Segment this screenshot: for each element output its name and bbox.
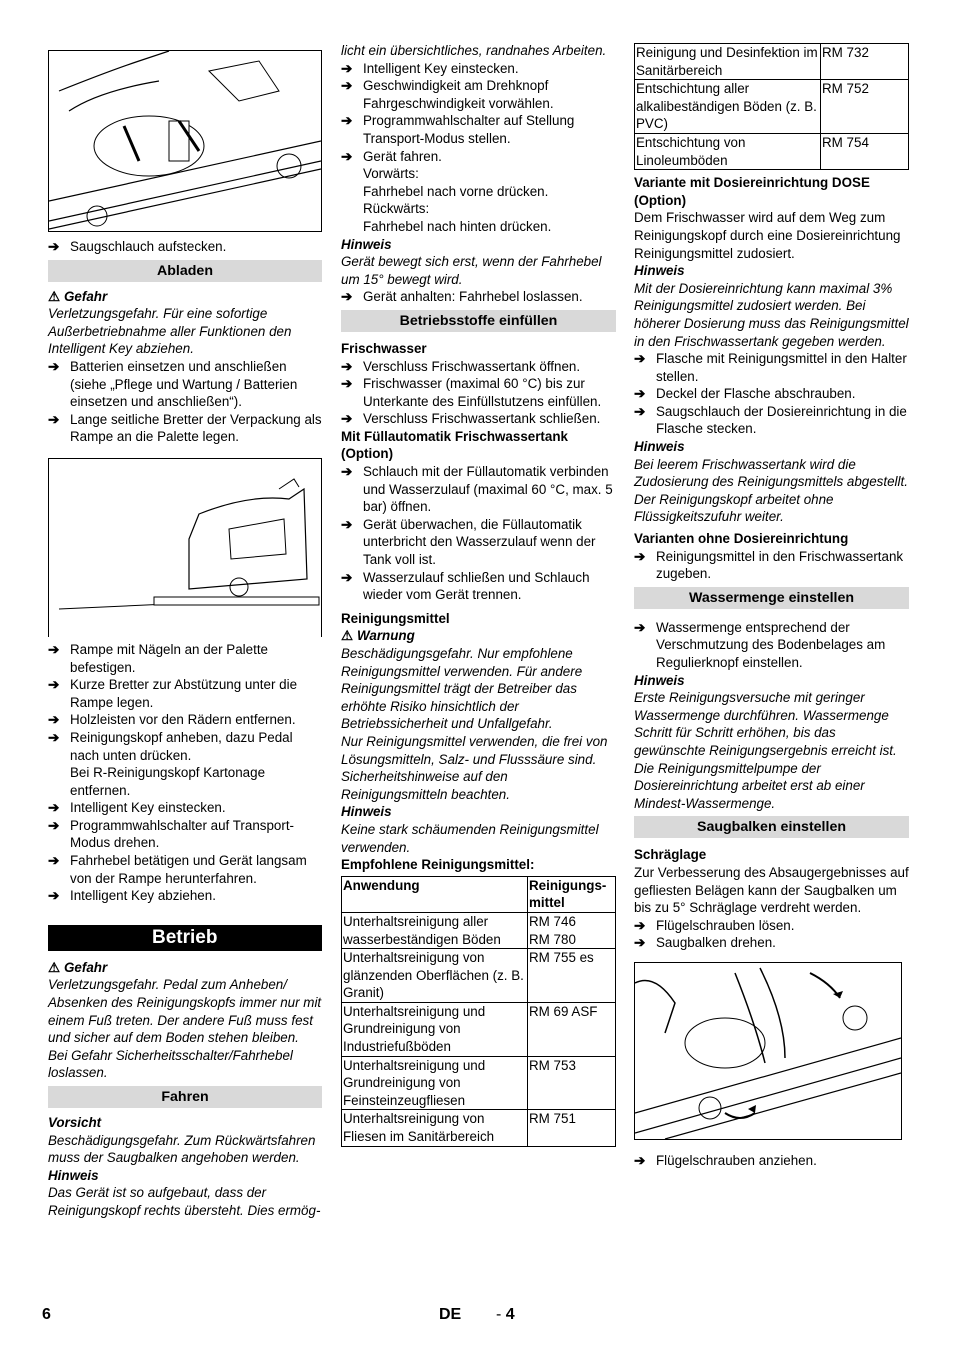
section-wassermenge: Wassermenge einstellen xyxy=(634,587,909,609)
rueckwaerts-label: Rückwärts: xyxy=(363,201,430,217)
list-item: ➔ Intelligent Key abziehen. xyxy=(48,888,216,904)
gefahr-label-1: ⚠ Gefahr xyxy=(48,288,108,304)
warnung-label: ⚠ Warnung xyxy=(341,628,415,644)
arrow-icon: ➔ xyxy=(48,712,60,728)
vorsicht-label: Vorsicht xyxy=(48,1115,102,1130)
list-item: ➔ Geschwindigkeit am Drehknopf Fahrgeschwindigkeit vorwählen. xyxy=(341,78,554,111)
table-cell: Unterhaltsreinigung von glänzenden Oberflächen (z. B. Granit) xyxy=(342,949,528,1003)
hinweis-label: Hinweis xyxy=(48,1167,99,1183)
hinweis-label-1: Hinweis xyxy=(634,263,685,279)
schraeglage-text: Zur Verbesserung des Absaugergebnisses auf gefliesten Belägen kann der Saugbalken um bis zu 5° Schräglage verdreht werden. xyxy=(634,864,909,916)
figure-saugschlauch xyxy=(48,50,322,232)
list-item: ➔ Fahrhebel betätigen und Gerät langsam von der Rampe herunterfahren. xyxy=(48,853,307,886)
figure-saugbalken xyxy=(634,962,902,1140)
arrow-icon: ➔ xyxy=(48,853,60,869)
table-row xyxy=(635,80,909,134)
arrow-icon: ➔ xyxy=(341,78,353,94)
schraeglage-title: Schräglage xyxy=(634,847,707,863)
section-abladen: Abladen xyxy=(48,260,322,282)
table-cell: Unterhaltsreinigung und Grundreinigung von Industriefußböden xyxy=(342,1002,528,1056)
section-saugbalken: Saugbalken einstellen xyxy=(634,816,909,838)
arrow-icon: ➔ xyxy=(48,817,60,833)
fuellautomatik-title: Mit Füllautomatik Frischwassertank (Option) xyxy=(341,428,568,462)
hinweis-text-1: Mit der Dosiereinrichtung kann maximal 3% Reinigungsmittel zudosiert werden. Bei höherer Dosierung muss das Reinigungsmittel in den Frischwassertank gegeben werden. xyxy=(634,280,909,349)
arrow-icon: ➔ xyxy=(634,619,646,635)
list-item: ➔ Gerät überwachen, die Füllautomatik unterbricht den Wasserzulauf wenn der Tank voll ist. xyxy=(341,516,596,568)
list-item: ➔ Saugschlauch der Dosiereinrichtung in die Flasche stecken. xyxy=(634,403,907,437)
section-page-number: - 4 xyxy=(496,1306,515,1323)
rueckwaerts-text: Fahrhebel nach hinten drücken. xyxy=(363,218,552,234)
page-number: 6 xyxy=(42,1306,51,1323)
gefahr-text-2: Verletzungsgefahr. Pedal zum Anheben/ Absenken des Reinigungskopfs immer nur mit einem Fuß treten. Der andere Fuß muss fest und sicher auf dem Boden stehen bleiben. xyxy=(48,977,322,1046)
arrow-icon: ➔ xyxy=(634,386,646,402)
dose-title: Variante mit Dosiereinrichtung DOSE (Option) xyxy=(634,175,870,208)
ohne-title: Varianten ohne Dosiereinrichtung xyxy=(634,531,849,547)
table-cell: Unterhaltsreinigung aller wasserbeständigen Böden xyxy=(342,912,528,948)
table-row xyxy=(342,949,616,1003)
arrow-icon: ➔ xyxy=(341,516,353,532)
continued-text: licht ein übersichtliches, randnahes Arbeiten. xyxy=(341,43,607,58)
arrow-icon: ➔ xyxy=(341,148,353,164)
table-cell: Unterhaltsreinigung von Fliesen im Sanitärbereich xyxy=(342,1110,528,1146)
arrow-icon: ➔ xyxy=(48,239,60,254)
arrow-icon: ➔ xyxy=(48,677,60,693)
arrow-icon: ➔ xyxy=(48,411,60,427)
table-cell: RM 751 xyxy=(528,1110,616,1146)
section-betriebsstoffe: Betriebsstoffe einfüllen xyxy=(341,310,616,332)
chapter-betrieb: Betrieb xyxy=(48,925,322,951)
list-item: ➔ Intelligent Key einstecken. xyxy=(341,60,519,76)
hinweis-text-3: Erste Reinigungsversuche mit geringer Wassermenge durchführen. Wassermenge Schritt für Schritt erhöhen, bis das gewünschte Reinigungsergebnis erreicht ist. Die Reinigungsmittelpumpe der Dosiereinrichtung arbeitet erst ab einer Mindest-Wassermenge. xyxy=(634,690,897,811)
table-cell: Entschichtung aller alkalibeständigen Böden (z. B. PVC) xyxy=(635,80,821,134)
table-row xyxy=(342,912,616,948)
arrow-icon: ➔ xyxy=(634,351,646,367)
language-code: DE xyxy=(439,1306,462,1323)
section-fahren: Fahren xyxy=(48,1086,322,1108)
arrow-icon: ➔ xyxy=(341,289,353,305)
table-header-cell: Anwendung xyxy=(342,876,528,912)
hinweis-label-2: Hinweis xyxy=(341,804,392,820)
gefahr-text-1: Verletzungsgefahr. Für eine sofortige Außerbetriebnahme aller Funktionen den Intelligent Key abziehen. xyxy=(48,306,292,357)
list-item: ➔ Lange seitliche Bretter der Verpackung als Rampe an die Palette legen. xyxy=(48,411,322,445)
dose-text: Dem Frischwasser wird auf dem Weg zum Reinigungskopf durch eine Dosiereinrichtung Reinigungsmittel zudosiert. xyxy=(634,210,901,261)
arrow-icon: ➔ xyxy=(341,60,353,76)
figure-rampe xyxy=(48,458,322,637)
list-item: ➔ Schlauch mit der Füllautomatik verbinden und Wasserzulauf (maximal 60 °C, max. 5 bar) öffnen. xyxy=(341,464,613,515)
table-cell: RM 754 xyxy=(821,133,909,169)
table-cell: Unterhaltsreinigung und Grundreinigung von Feinsteinzeugfliesen xyxy=(342,1056,528,1110)
warning-icon: ⚠ xyxy=(341,628,354,644)
table-cell: RM 746 RM 780 xyxy=(528,912,616,948)
arrow-icon: ➔ xyxy=(634,548,646,564)
table-row xyxy=(342,1002,616,1056)
arrow-icon: ➔ xyxy=(341,464,353,480)
arrow-icon: ➔ xyxy=(341,113,353,129)
table-row xyxy=(635,133,909,169)
column-3 xyxy=(634,43,909,1170)
list-item: ➔ Batterien einsetzen und anschließen (siehe „Pflege und Wartung / Batterien einsetzen und anschließen“). xyxy=(48,358,298,410)
arrow-icon: ➔ xyxy=(634,1152,646,1168)
arrow-icon: ➔ xyxy=(634,917,646,933)
list-item: ➔ Reinigungsmittel in den Frischwassertank zugeben. xyxy=(634,548,904,582)
warnung-text-3: Sicherheitshinweise auf den Reinigungsmitteln beachten. xyxy=(341,769,510,802)
table-cell: RM 752 xyxy=(821,80,909,134)
list-item: ➔ Deckel der Flasche abschrauben. xyxy=(634,386,856,402)
table-cell: RM 755 es xyxy=(528,949,616,1003)
table-header-row xyxy=(342,876,616,912)
table-row xyxy=(342,1056,616,1110)
arrow-icon: ➔ xyxy=(341,376,353,392)
list-item: ➔ Wassermenge entsprechend der Verschmutzung des Bodenbelages am Regulierknopf einstellen. xyxy=(634,619,886,670)
reinigungsmittel-table xyxy=(341,876,616,1147)
hinweis-label-2: Hinweis xyxy=(634,439,685,455)
warning-icon: ⚠ xyxy=(48,959,61,975)
arrow-icon: ➔ xyxy=(341,411,353,427)
list-item: ➔ Holzleisten vor den Rädern entfernen. xyxy=(48,712,296,728)
reinigungsmittel-table-continued xyxy=(634,43,909,170)
list-item: ➔ Flasche mit Reinigungsmittel in den Halter stellen. xyxy=(634,351,907,384)
list-item: ➔ Programmwahlschalter auf Stellung Transport-Modus stellen. xyxy=(341,113,575,146)
list-item: ➔ Gerät fahren. xyxy=(341,148,442,164)
list-item: ➔ Flügelschrauben lösen. xyxy=(634,917,795,933)
table-row xyxy=(635,44,909,80)
table-cell: Reinigung und Desinfektion im Sanitärbereich xyxy=(635,44,821,80)
list-item: ➔ Saugbalken drehen. xyxy=(634,935,776,951)
table-header-cell: Reinigungs-mittel xyxy=(528,876,616,912)
warning-icon: ⚠ xyxy=(48,288,61,304)
vorwaerts-label: Vorwärts: xyxy=(363,166,419,182)
list-item: ➔ Wasserzulauf schließen und Schlauch wieder vom Gerät trennen. xyxy=(341,569,590,603)
hinweis-text: Gerät bewegt sich erst, wenn der Fahrhebel um 15° bewegt wird. xyxy=(341,254,602,287)
page-footer xyxy=(42,1306,522,1328)
hinweis-text-2: Bei leerem Frischwassertank wird die Zudosierung des Reinigungsmittels abgestellt. Der Reinigungskopf arbeitet ohne Flüssigkeitszufuhr weiter. xyxy=(634,456,908,525)
vorsicht-text: Beschädigungsgefahr. Zum Rückwärtsfahren muss der Saugbalken angehoben werden. xyxy=(48,1132,316,1166)
table-cell: RM 753 xyxy=(528,1056,616,1110)
list-item: ➔ Frischwasser (maximal 60 °C) bis zur Unterkante des Einfüllstutzens einfüllen. xyxy=(341,376,602,409)
table-row xyxy=(342,1110,616,1146)
hinweis-label-3: Hinweis xyxy=(634,672,685,688)
vorwaerts-text: Fahrhebel nach vorne drücken. xyxy=(363,183,549,199)
list-item: ➔ Kurze Bretter zur Abstützung unter die Rampe legen. xyxy=(48,677,298,710)
arrow-icon: ➔ xyxy=(634,403,646,419)
arrow-icon: ➔ xyxy=(48,800,60,816)
note-text: Bei R-Reinigungskopf Kartonage entfernen. xyxy=(70,765,266,798)
table-cell: RM 732 xyxy=(821,44,909,80)
gefahr-text-2b: Bei Gefahr Sicherheitsschalter/Fahrhebel loslassen. xyxy=(48,1047,293,1081)
hinweis-text: Das Gerät ist so aufgebaut, dass der Reinigungskopf rechts übersteht. Dies ermög- xyxy=(48,1185,321,1218)
arrow-icon: ➔ xyxy=(48,888,60,904)
hinweis-text-2: Keine stark schäumenden Reinigungsmittel verwenden. xyxy=(341,821,599,855)
column-1 xyxy=(48,42,322,1220)
arrow-icon: ➔ xyxy=(48,729,60,745)
list-item: ➔ Rampe mit Nägeln an der Palette befestigen. xyxy=(48,641,268,675)
list-item: ➔ Programmwahlschalter auf Transport-Modus drehen. xyxy=(48,817,295,851)
arrow-icon: ➔ xyxy=(341,569,353,585)
warnung-text: Beschädigungsgefahr. Nur empfohlene Reinigungsmittel verwenden. Für andere Reinigungsmittel trägt der Betreiber das erhöhte Risiko hinsichtlich der Betriebssicherheit und Unfallgefahr. xyxy=(341,646,583,732)
arrow-icon: ➔ xyxy=(48,641,60,657)
table-cell: Entschichtung von Linoleumböden xyxy=(635,133,821,169)
arrow-icon: ➔ xyxy=(341,358,353,374)
hinweis-label: Hinweis xyxy=(341,236,392,252)
reinigungsmittel-title: Reinigungsmittel xyxy=(341,610,450,626)
list-item: ➔ Flügelschrauben anziehen. xyxy=(634,1152,817,1168)
list-item: ➔ Verschluss Frischwassertank öffnen. xyxy=(341,358,581,374)
list-item: ➔ Reinigungskopf anheben, dazu Pedal nach unten drücken. xyxy=(48,729,293,763)
gefahr-label-2: ⚠ Gefahr xyxy=(48,959,108,975)
list-item: ➔ Intelligent Key einstecken. xyxy=(48,800,226,816)
warnung-text-2: Nur Reinigungsmittel verwenden, die frei von Lösungsmitteln, Salz- und Flusssäure sind. xyxy=(341,733,608,767)
arrow-icon: ➔ xyxy=(48,358,60,374)
empfohlen-title: Empfohlene Reinigungsmittel: xyxy=(341,857,535,873)
arrow-icon: ➔ xyxy=(634,935,646,951)
column-2 xyxy=(341,42,616,1147)
list-item: ➔ Verschluss Frischwassertank schließen. xyxy=(341,411,601,427)
step-saugschlauch: ➔ Saugschlauch aufstecken. xyxy=(48,239,227,254)
frischwasser-title: Frischwasser xyxy=(341,340,427,356)
list-item: ➔ Gerät anhalten: Fahrhebel loslassen. xyxy=(341,289,583,305)
table-cell: RM 69 ASF xyxy=(528,1002,616,1056)
